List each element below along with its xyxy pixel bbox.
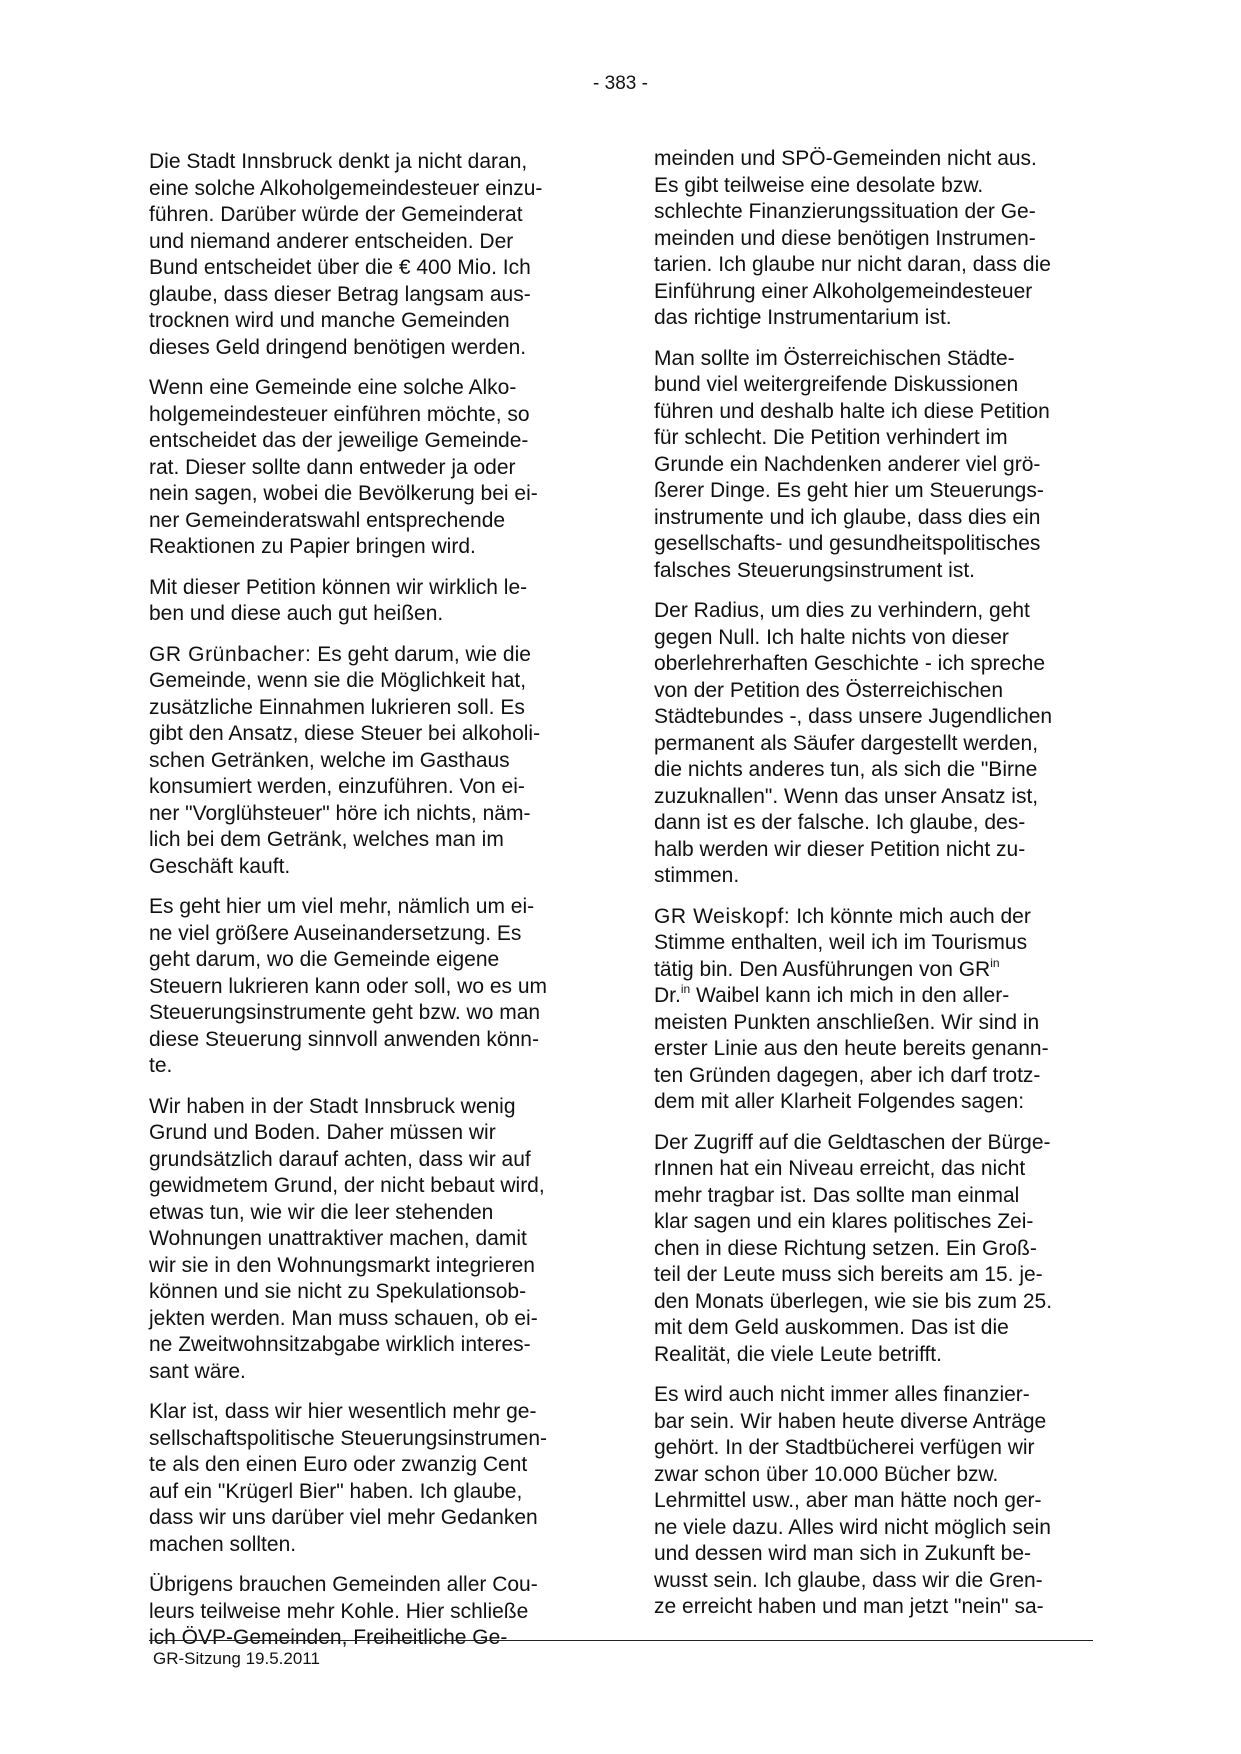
paragraph-text: Es geht darum, wie die Gemeinde, wenn sie die Möglichkeit hat, zusätzliche Einnahmen lukrieren soll. Es gibt den Ansatz, diese Steuer bei alkoholi- schen Getränken, welche im Gasthaus konsumiert werden, einzuführen. Von ei- ner "Vorglühsteuer" höre ich nichts, näm- lich bei dem Getränk, welches man im Geschäft kauft. — [149, 642, 541, 878]
paragraph: Es geht hier um viel mehr, nämlich um ei- ne viel größere Auseinandersetzung. Es geht darum, wo die Gemeinde eigene Steuern lukrieren kann oder soll, wo es um Steuerungsinstrumente geht bzw. wo man diese Steuerung sinnvoll anwenden könn- te. — [149, 895, 548, 1077]
superscript: in — [990, 955, 1000, 970]
speaker-name: GR Weiskopf: — [654, 904, 791, 928]
paragraph: Mit dieser Petition können wir wirklich le- ben und diese auch gut heißen. — [149, 575, 528, 625]
speaker-name: GR Grünbacher: — [149, 642, 312, 666]
paragraph — [654, 904, 1098, 1116]
paragraph-text: Waibel kann ich mich in den aller- meisten Punkten anschließen. Wir sind in erster Linie aus den heute bereits genann- ten Gründen dagegen, aber ich darf trotz- dem mit aller Klarheit Folgendes sagen: — [654, 984, 1049, 1113]
paragraph: Es wird auch nicht immer alles finanzier- bar sein. Wir haben heute diverse Anträge gehört. In der Stadtbücherei verfügen wir zwar schon über 10.000 Bücher bzw. Lehrmittel usw., aber man hätte noch ger- ne viele dazu. Alles wird nicht möglich sein und dessen wird man sich in Zukunft be- wusst sein. Ich glaube, dass wir die Gren- ze erreicht haben und man jetzt "nein" sa- — [654, 1383, 1051, 1618]
page-number: - 383 - — [593, 73, 648, 94]
superscript: in — [680, 982, 691, 996]
right-column — [654, 146, 1098, 1635]
paragraph: Der Zugriff auf die Geldtaschen der Bürge- rInnen hat ein Niveau erreicht, das nicht mehr tragbar ist. Das sollte man einmal klar sagen und ein klares politisches Zei- chen in diese Richtung setzen. Ein Groß- teil der Leute muss sich bereits am 15. je- den Monats überlegen, wie sie bis zum 25. mit dem Geld auskommen. Das ist die Realität, die viele Leute betrifft. — [654, 1130, 1053, 1366]
paragraph: meinden und SPÖ-Gemeinden nicht aus. Es gibt teilweise eine desolate bzw. schlechte Finanzierungssituation der Ge- meinden und diese benötigen Instrumen- tarien. Ich glaube nur nicht daran, dass die Einführung einer Alkoholgemeindesteuer das richtige Instrumentarium ist. — [654, 147, 1051, 329]
paragraph-text: Dr. — [654, 984, 681, 1007]
paragraph — [149, 642, 593, 881]
paragraph: Der Radius, um dies zu verhindern, geht gegen Null. Ich halte nichts von dieser oberlehrerhaften Geschichte - ich spreche von der Petition des Österreichischen Städtebundes -, dass unsere Jugendlichen permanent als Säufer dargestellt werden, die nichts anderes tun, als sich die "Birne zuzuknallen". Wenn das unser Ansatz ist, dann ist es der falsche. Ich glaube, des- halb werden wir dieser Petition nicht zu- stimmen. — [654, 599, 1053, 887]
paragraph: Wenn eine Gemeinde eine solche Alko- holgemeindesteuer einführen möchte, so entscheidet das der jeweilige Gemeinde- rat. Dieser sollte dann entweder ja oder nein sagen, wobei die Bevölkerung bei ei- ner Gemeinderatswahl entsprechende Reaktionen zu Papier bringen wird. — [149, 376, 538, 558]
left-column — [149, 146, 593, 1666]
paragraph-text: Ich könnte mich auch der Stimme enthalten, weil ich im Tourismus tätig bin. Den Ausführungen von GR — [654, 904, 1031, 981]
footer-divider — [149, 1640, 1093, 1641]
paragraph: Man sollte im Österreichischen Städte- bund viel weitergreifende Diskussionen führen und deshalb halte ich diese Petition für schlecht. Die Petition verhindert im Grunde ein Nachdenken anderer viel grö- ßerer Dinge. Es geht hier um Steuerungs- instrumente und ich glaube, dass dies ein gesellschafts- und gesundheitspolitisches falsches Steuerungsinstrument ist. — [654, 346, 1050, 582]
paragraph: Wir haben in der Stadt Innsbruck wenig Grund und Boden. Daher müssen wir grundsätzlich darauf achten, dass wir auf gewidmetem Grund, der nicht bebaut wird, etwas tun, wie wir die leer stehenden Wohnungen unattraktiver machen, damit wir sie in den Wohnungsmarkt integrieren können und sie nicht zu Spekulationsob- jekten werden. Man muss schauen, ob ei- ne Zweitwohnsitzabgabe wirklich interes- sant wäre. — [149, 1094, 545, 1383]
paragraph: Klar ist, dass wir hier wesentlich mehr ge- sellschaftspolitische Steuerungsinstrumen- te als den einen Euro oder zwanzig Cent auf ein "Krügerl Bier" haben. Ich glaube, dass wir uns darüber viel mehr Gedanken machen sollten. — [149, 1400, 548, 1556]
paragraph: Die Stadt Innsbruck denkt ja nicht daran, eine solche Alkoholgemeindesteuer einzu- führen. Darüber würde der Gemeinderat und niemand anderer entscheiden. Der Bund entscheidet über die € 400 Mio. Ich glaube, dass dieser Betrag langsam aus- trocknen wird und manche Gemeinden dieses Geld dringend benötigen werden. — [149, 150, 543, 359]
paragraph: Übrigens brauchen Gemeinden aller Cou- leurs teilweise mehr Kohle. Hier schließe ich ÖVP-Gemeinden, Freiheitliche Ge- — [149, 1573, 538, 1649]
footer-session-label: GR-Sitzung 19.5.2011 — [153, 1649, 320, 1668]
